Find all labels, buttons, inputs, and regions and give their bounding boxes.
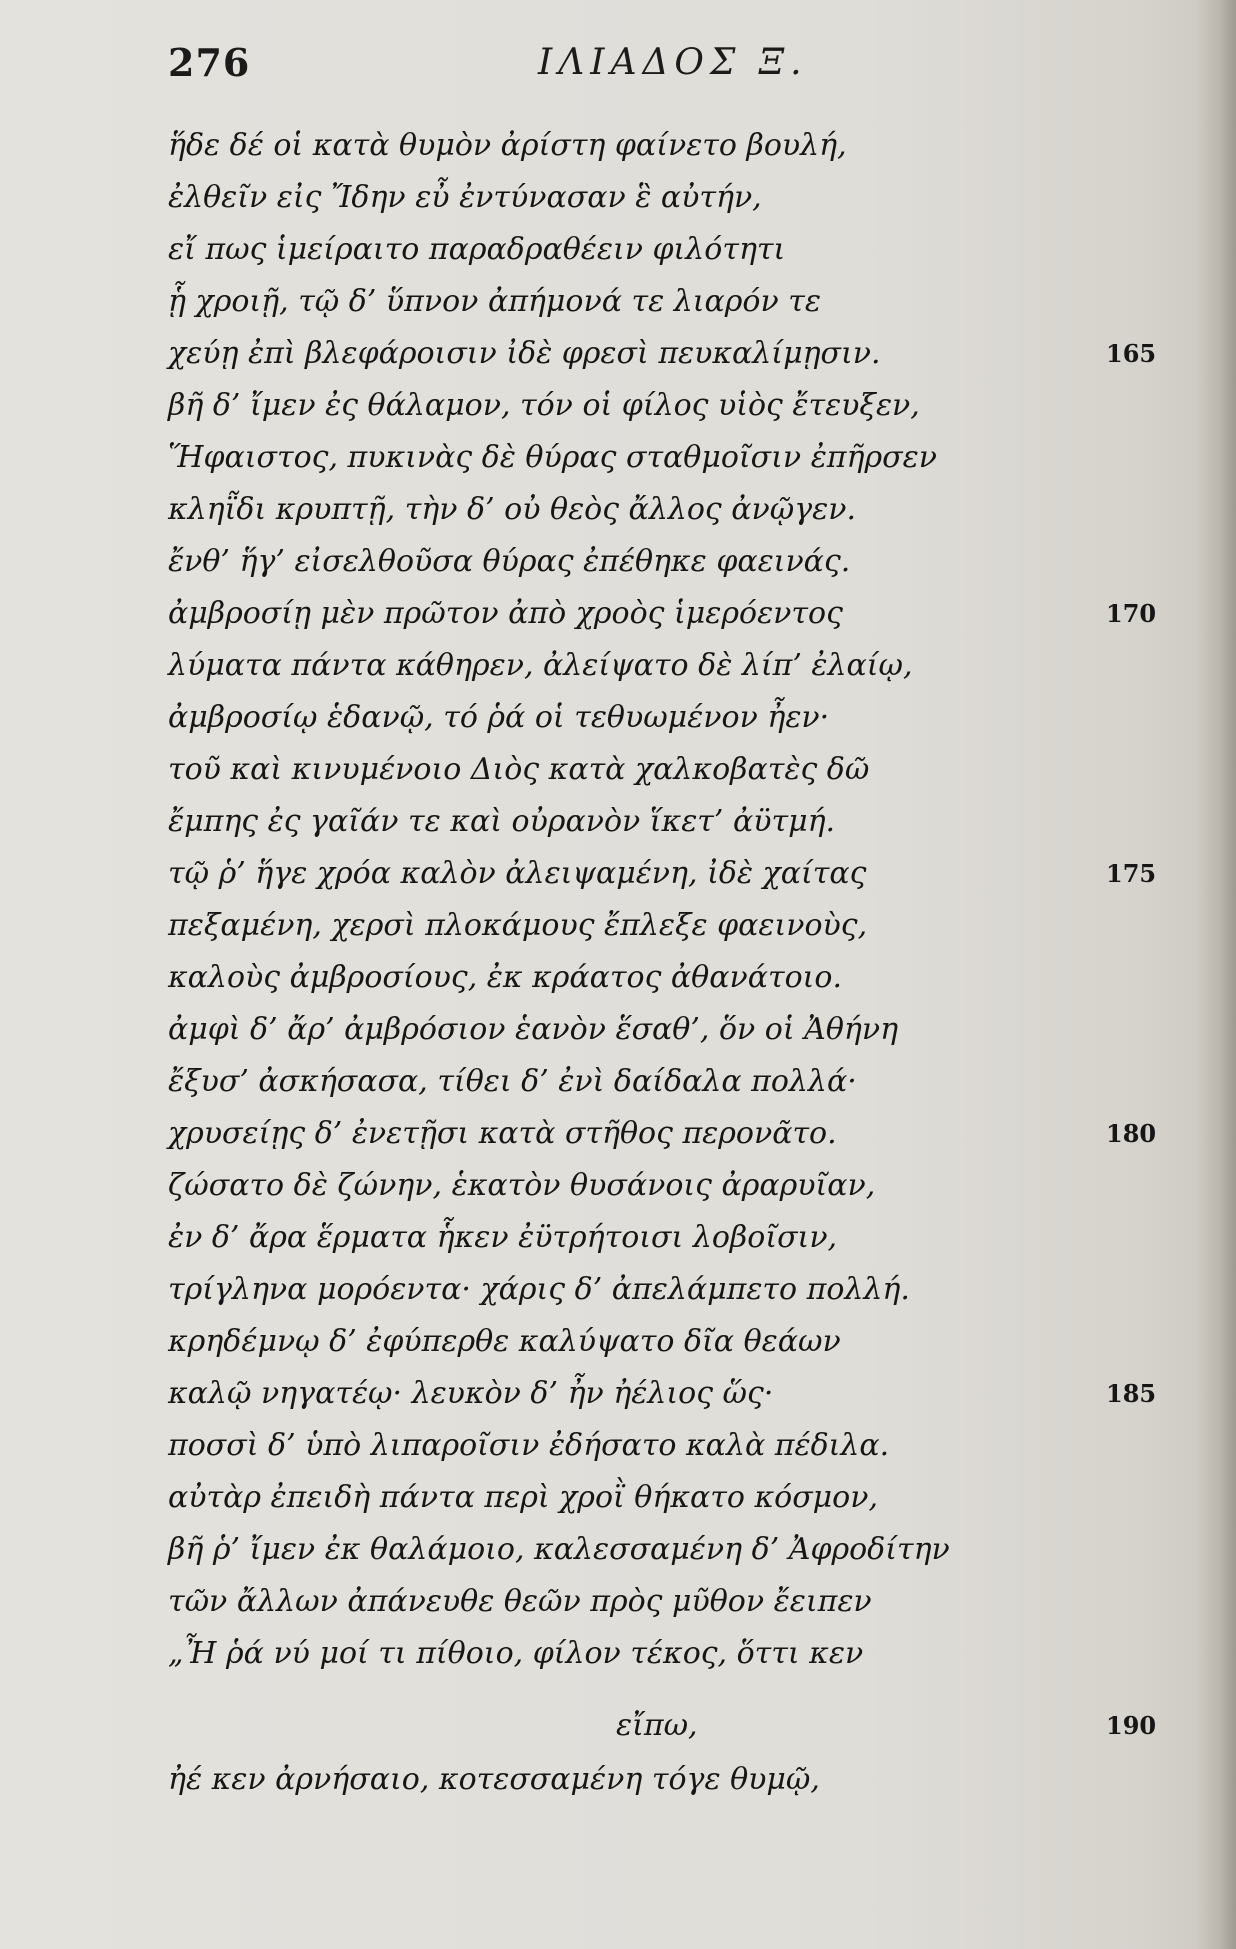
verse-line-text: τῶν ἄλλων ἀπάνευθε θεῶν πρὸς μῦθον ἔειπεν <box>168 1584 872 1619</box>
verse-line <box>168 848 1157 900</box>
line-number: 190 <box>1106 1711 1157 1740</box>
verse-line <box>168 224 1148 276</box>
verse-line-text: αὐτὰρ ἐπειδὴ πάντα περὶ χροῒ θήκατο κόσμον, <box>168 1480 879 1515</box>
running-title: ΙΛΙΑΔΟΣ Ξ. <box>538 42 808 83</box>
verse-line-text: ποσσὶ δ’ ὑπὸ λιπαροῖσιν ἐδήσατο καλὰ πέδιλα. <box>168 1428 890 1463</box>
verse-line <box>168 1056 1148 1108</box>
verse-line-text: ἀμβροσίῃ μὲν πρῶτον ἀπὸ χροὸς ἱμερόεντος <box>168 596 843 631</box>
verse-line-text: ἐλθεῖν εἰς Ἴδην εὖ ἐντύνασαν ἓ αὐτήν, <box>168 180 762 215</box>
verse-line-text: εἴπω, <box>616 1708 698 1743</box>
verse-line-text: εἴ πως ἱμείραιτο παραδραθέειν φιλότητι <box>168 232 786 267</box>
verse-line-text: ἔμπης ἐς γαῖάν τε καὶ οὐρανὸν ἵκετ’ ἀϋτμή. <box>168 804 836 839</box>
verse-line-text: βῆ ῥ’ ἴμεν ἐκ θαλάμοιο, καλεσσαμένη δ’ Ἀφροδίτην <box>168 1532 950 1567</box>
verse-line-text: χρυσείῃς δ’ ἐνετῇσι κατὰ στῆθος περονᾶτο. <box>168 1116 837 1151</box>
line-number: 180 <box>1106 1119 1157 1148</box>
verse-line-text: χεύῃ ἐπὶ βλεφάροισιν ἰδὲ φρεσὶ πευκαλίμῃσιν. <box>168 336 881 371</box>
verse-line <box>168 172 1148 224</box>
verse-line-text: τρίγληνα μορόεντα· χάρις δ’ ἀπελάμπετο πολλή. <box>168 1272 910 1307</box>
line-number: 165 <box>1106 339 1157 368</box>
line-number: 175 <box>1106 859 1157 888</box>
verse-line <box>168 588 1157 640</box>
verse-line-text: τῷ ῥ’ ἥγε χρόα καλὸν ἀλειψαμένη, ἰδὲ χαίτας <box>168 856 867 891</box>
verse-line-text: κληῗδι κρυπτῇ, τὴν δ’ οὐ θεὸς ἄλλος ἀνῷγεν. <box>168 492 857 527</box>
verse-line-text: καλῷ νηγατέῳ· λευκὸν δ’ ἦν ἠέλιος ὥς· <box>168 1376 774 1411</box>
verse-line <box>168 1004 1148 1056</box>
verse-line-text: ἀμφὶ δ’ ἄρ’ ἀμβρόσιον ἑανὸν ἕσαθ’, ὅν οἱ Ἀθήνη <box>168 1012 899 1047</box>
verse-line <box>168 1524 1148 1576</box>
verse-line <box>168 1212 1148 1264</box>
verse-line-text: ἔνθ’ ἥγ’ εἰσελθοῦσα θύρας ἐπέθηκε φαεινάς. <box>168 544 851 579</box>
verse-line-text: ἠέ κεν ἀρνήσαιο, κοτεσσαμένη τόγε θυμῷ, <box>168 1762 820 1797</box>
verse-line <box>168 276 1148 328</box>
verse-line-text: Ἥφαιστος, πυκινὰς δὲ θύρας σταθμοῖσιν ἐπῆρσεν <box>168 440 937 475</box>
verse-line <box>168 536 1148 588</box>
verse-line <box>168 1420 1148 1472</box>
verse-line <box>168 380 1148 432</box>
verse-line-text: βῆ δ’ ἴμεν ἐς θάλαμον, τόν οἱ φίλος υἱὸς ἔτευξεν, <box>168 388 920 423</box>
page-number: 276 <box>168 40 251 85</box>
verse-line-text: πεξαμένη, χερσὶ πλοκάμους ἔπλεξε φαεινοὺς, <box>168 908 868 943</box>
line-number: 185 <box>1106 1379 1157 1408</box>
verse-line <box>168 432 1148 484</box>
verse-line <box>168 1160 1148 1212</box>
verse-line <box>168 484 1148 536</box>
verse-line-text: κρηδέμνῳ δ’ ἐφύπερθε καλύψατο δῖα θεάων <box>168 1324 841 1359</box>
verse-line-text: ᾗ χροιῇ, τῷ δ’ ὕπνον ἀπήμονά τε λιαρόν τε <box>168 284 821 319</box>
verse-line <box>168 1472 1148 1524</box>
verse-line <box>168 120 1148 172</box>
verse-line-text: τοῦ καὶ κινυμένοιο Διὸς κατὰ χαλκοβατὲς δῶ <box>168 752 870 787</box>
verse-line <box>168 328 1157 380</box>
verse-line-text: ἐν δ’ ἄρα ἕρματα ἧκεν ἐϋτρήτοισι λοβοῖσιν, <box>168 1220 838 1255</box>
verse-line-text: ἥδε δέ οἱ κατὰ θυμὸν ἀρίστη φαίνετο βουλή, <box>168 128 847 163</box>
verse-line-text: ἀμβροσίῳ ἑδανῷ, τό ῥά οἱ τεθυωμένον ἦεν· <box>168 700 830 735</box>
verse-line-text: καλοὺς ἀμβροσίους, ἐκ κράατος ἀθανάτοιο. <box>168 960 843 995</box>
verse-line <box>168 640 1148 692</box>
verse-line <box>168 1754 1148 1806</box>
page-header <box>168 40 848 100</box>
page-gutter-shadow <box>1196 0 1236 1949</box>
verse-line <box>168 796 1148 848</box>
line-number: 170 <box>1106 599 1157 628</box>
verse-line-text: λύματα πάντα κάθηρεν, ἀλείψατο δὲ λίπ’ ἐλαίῳ, <box>168 648 913 683</box>
verse-line-text: „Ἦ ῥά νύ μοί τι πίθοιο, φίλον τέκος, ὅττι κεν <box>168 1636 864 1671</box>
verse-line <box>168 692 1148 744</box>
verse-line <box>168 744 1148 796</box>
verse-line <box>168 952 1148 1004</box>
verse-line <box>168 1368 1157 1420</box>
verse-line <box>168 1108 1157 1160</box>
verse-line <box>168 900 1148 952</box>
verse-line-text: ζώσατο δὲ ζώνην, ἑκατὸν θυσάνοις ἀραρυῖαν, <box>168 1168 876 1203</box>
verse-line <box>168 1628 1148 1680</box>
verse-line-continuation <box>168 1700 1157 1752</box>
verse-line <box>168 1316 1148 1368</box>
verse-line-text: ἔξυσ’ ἀσκήσασα, τίθει δ’ ἐνὶ δαίδαλα πολλά· <box>168 1064 857 1099</box>
verse-line <box>168 1264 1148 1316</box>
verse-line <box>168 1576 1148 1628</box>
